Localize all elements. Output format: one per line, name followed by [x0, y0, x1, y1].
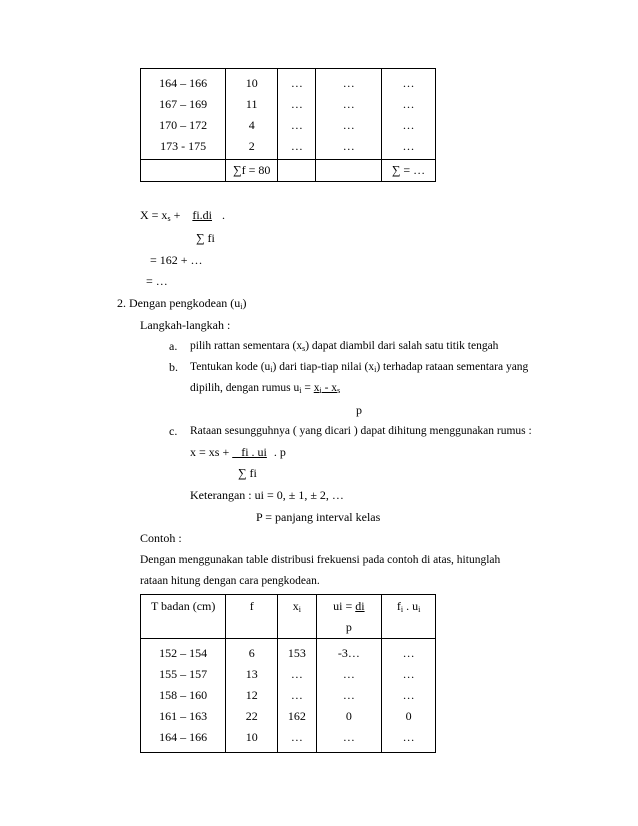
step-a-sub: s: [302, 344, 306, 353]
step-b-text-3: ) terhadap rataan sementara yang: [376, 361, 529, 373]
table-cell: 155 – 157: [159, 667, 208, 681]
step-b-text-2: ) dari tiap-tiap nilai (x: [272, 361, 375, 373]
table-cell: [141, 160, 226, 182]
ui-column: [316, 639, 382, 753]
table-cell: …: [342, 97, 355, 111]
heading-sub: i: [240, 302, 243, 311]
table-cell: 10: [245, 76, 258, 90]
step-c-lhs: x = xs +: [190, 445, 230, 459]
range-column: [141, 639, 226, 753]
header-sub: i: [400, 605, 404, 614]
table-cell: 161 – 163: [159, 709, 208, 723]
table-cell: -3…: [337, 646, 360, 660]
column-header: T badan (cm): [141, 595, 226, 639]
sum-fiui-cell: ∑ = …: [382, 160, 436, 182]
contoh-text-2: rataan hitung dengan cara pengkodean.: [140, 575, 320, 587]
f-column: [226, 639, 278, 753]
step-a-text-2: ) dapat diambil dari salah satu titik tengah: [305, 340, 499, 352]
table-cell: …: [290, 97, 303, 111]
table-cell: …: [402, 646, 415, 660]
formula-step-1: = 162 + …: [150, 253, 203, 267]
section-heading: [117, 296, 247, 314]
table-cell: 170 – 172: [159, 118, 208, 132]
header-x: x: [292, 599, 299, 613]
range-column: [141, 69, 226, 160]
table-header-row: [141, 595, 436, 639]
table-cell: …: [290, 688, 303, 702]
step-c-denominator: ∑ fi: [238, 466, 257, 480]
table-cell: 153: [287, 646, 306, 660]
table-cell: 158 – 160: [159, 688, 208, 702]
table-cell: 4: [248, 118, 255, 132]
table-cell: [278, 160, 316, 182]
step-b-formula-text: dipilih, dengan rumus u: [190, 382, 300, 394]
numerator-sub: i: [319, 386, 322, 395]
table-body-row: [141, 69, 436, 160]
header-p: p: [345, 620, 352, 634]
keterangan-line: Keterangan : ui = 0, ± 1, ± 2, …: [190, 488, 344, 502]
table-cell: …: [402, 667, 415, 681]
step-b-denominator: p: [356, 403, 362, 417]
table-cell: …: [402, 118, 415, 132]
mean-formula-line: [140, 208, 225, 226]
numerator-sub: s: [337, 386, 341, 395]
table-cell: …: [290, 118, 303, 132]
step-c-text: Rataan sesungguhnya ( yang dicari ) dapat dihitung menggunakan rumus :: [190, 425, 532, 437]
step-a-text-1: pilih rattan sementara (x: [190, 340, 303, 352]
table-cell: 0: [405, 709, 412, 723]
header-sub: i: [298, 605, 301, 614]
xi-column: [278, 639, 316, 753]
header-di: di: [355, 599, 365, 613]
formula-lhs: X = x: [140, 208, 168, 222]
table-cell: 11: [245, 97, 258, 111]
table-cell: …: [402, 97, 415, 111]
column-header: [316, 595, 382, 639]
table-cell: …: [342, 139, 355, 153]
column-header: [382, 595, 436, 639]
heading-end: ): [242, 296, 247, 310]
table-cell: 0: [345, 709, 352, 723]
table-cell: [316, 160, 382, 182]
table-cell: …: [402, 730, 415, 744]
table-cell: …: [402, 76, 415, 90]
table-cell: 6: [248, 646, 255, 660]
table-cell: …: [290, 76, 303, 90]
heading-text: 2. Dengan pengkodean (u: [117, 296, 241, 310]
formula-numerator: fi.di: [192, 208, 213, 222]
formula-sub: s: [167, 214, 171, 223]
table-cell: 167 – 169: [159, 97, 208, 111]
step-c-label: c.: [169, 424, 178, 438]
step-b-formula-sub: i: [299, 386, 302, 395]
step-c-rhs: . p: [273, 445, 286, 459]
table-sum-row: [141, 160, 436, 182]
table-cell: 164 – 166: [159, 730, 208, 744]
contoh-text-1: Dengan menggunakan table distribusi frekuensi pada contoh di atas, hitunglah: [140, 554, 501, 566]
table-cell: 12: [245, 688, 258, 702]
header-sub: i: [418, 605, 421, 614]
column-header: [278, 595, 316, 639]
table-cell: …: [402, 688, 415, 702]
step-c-formula: [190, 445, 286, 459]
table-cell: …: [290, 730, 303, 744]
step-b-text-1: Tentukan kode (u: [190, 361, 271, 373]
table-cell: …: [290, 667, 303, 681]
formula-dot: .: [222, 208, 226, 222]
f-column: [226, 69, 278, 160]
column-header: f: [226, 595, 278, 639]
contoh-label: Contoh :: [140, 531, 182, 545]
table-cell: 10: [245, 730, 258, 744]
table-cell: …: [342, 667, 355, 681]
table-cell: 22: [245, 709, 258, 723]
table-cell: …: [342, 118, 355, 132]
step-b-text: [190, 360, 528, 377]
formula-step-2: = …: [146, 274, 168, 288]
table-cell: 162: [287, 709, 306, 723]
table-cell: …: [342, 730, 355, 744]
step-b-formula-eq: =: [301, 382, 314, 394]
table-cell: …: [402, 139, 415, 153]
step-c-numerator: fi . ui: [232, 445, 267, 459]
sum-f-cell: ∑f = 80: [226, 160, 278, 182]
table-cell: 13: [245, 667, 258, 681]
numerator-x: x: [313, 382, 320, 394]
step-b-label: b.: [169, 360, 178, 374]
table-cell: 164 – 166: [159, 76, 208, 90]
step-b-sub: i: [270, 365, 273, 374]
xi-column: [278, 69, 316, 160]
header-f: f: [396, 599, 401, 613]
steps-label: Langkah-langkah :: [140, 318, 231, 332]
table-cell: …: [290, 139, 303, 153]
table-cell: 2: [248, 139, 255, 153]
table-cell: …: [342, 688, 355, 702]
step-b-formula: [190, 381, 340, 398]
header-ui: ui =: [333, 599, 356, 613]
ui-column: [316, 69, 382, 160]
table-cell: …: [342, 76, 355, 90]
fiui-column: [382, 69, 436, 160]
numerator-xs: - x: [321, 382, 338, 394]
formula-plus: +: [173, 208, 181, 222]
p-definition-line: P = panjang interval kelas: [256, 510, 381, 524]
frequency-table-top: [140, 68, 436, 182]
header-u: . u: [403, 599, 419, 613]
fiui-column: [382, 639, 436, 753]
table-cell: 173 - 175: [160, 139, 207, 153]
table-cell: 152 – 154: [159, 646, 208, 660]
table-body-row: [141, 639, 436, 753]
step-b-numerator: [314, 382, 340, 394]
step-a-label: a.: [169, 339, 178, 353]
frequency-table-bottom: [140, 594, 436, 753]
step-b-sub: i: [374, 365, 377, 374]
formula-denominator: ∑ fi: [196, 231, 215, 245]
step-a-text: [190, 339, 498, 356]
